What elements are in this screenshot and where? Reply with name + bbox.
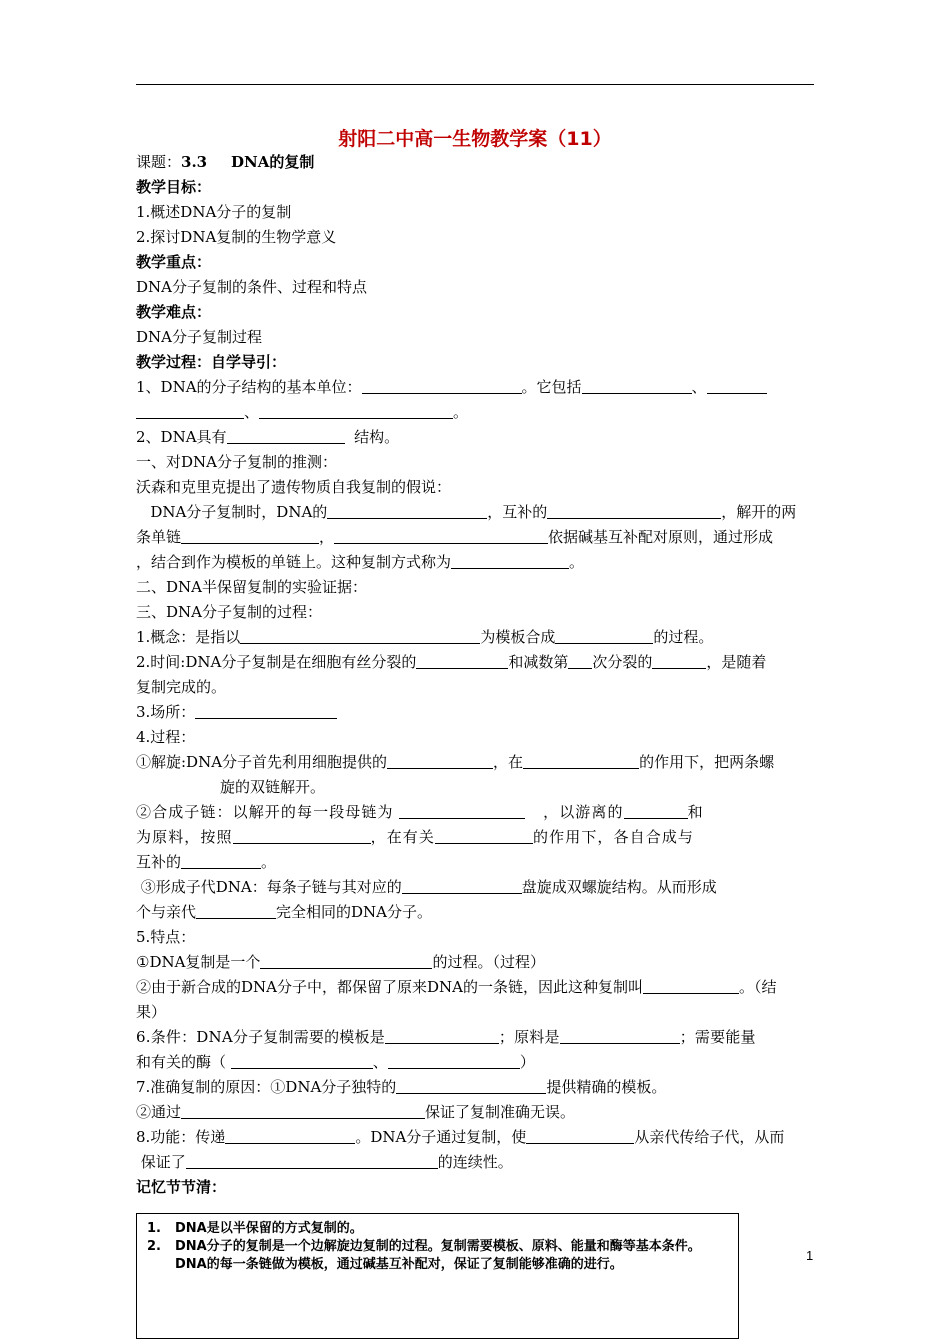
section-1-line-3: ，结合到作为模板的单链上。这种复制方式称为 。	[136, 553, 585, 571]
memory-heading: 记忆节节清：	[136, 1178, 227, 1196]
memory-item-1-number: 1.	[147, 1221, 161, 1236]
question-2: 2、DNA具有 结构。	[136, 428, 400, 446]
conditions-line: 6.条件：DNA分子复制需要的模板是 ；原料是 ；需要能量	[136, 1028, 756, 1046]
blank	[451, 554, 569, 569]
lesson-line	[136, 152, 314, 172]
unwind-line-cont: 旋的双链解开。	[220, 778, 326, 796]
blank	[181, 854, 261, 869]
unwind-line: ①解旋:DNA分子首先利用细胞提供的 ，在 的作用下，把两条螺	[136, 753, 775, 771]
blank	[707, 379, 767, 394]
blank	[643, 979, 739, 994]
function-line-cont: 保证了 的连续性。	[140, 1153, 513, 1171]
time-line-cont: 复制完成的。	[136, 678, 227, 696]
blank	[327, 504, 487, 519]
section-1-intro: 沃森和克里克提出了遗传物质自我复制的假说：	[136, 478, 452, 496]
blank	[186, 1154, 438, 1169]
function-line: 8.功能：传递 。DNA分子通过复制，使 从亲代传给子代，从而	[136, 1128, 785, 1146]
synth-line-1: ②合成子链：以解开的每一段母链为 ，以游离的 和	[136, 803, 704, 821]
feature-2-cont: 果）	[136, 1003, 167, 1021]
page-number: 1	[806, 1248, 814, 1263]
goal-item: 2.探讨DNA复制的生物学意义	[136, 228, 337, 246]
blank	[402, 879, 522, 894]
blank	[334, 529, 548, 544]
features-heading: 5.特点：	[136, 928, 196, 946]
section-2-heading: 二、DNA半保留复制的实验证据：	[136, 578, 367, 596]
blank	[233, 829, 371, 844]
header-rule	[136, 84, 814, 85]
concept-line: 1.概念：是指以 为模板合成 的过程。	[136, 628, 714, 646]
blank	[181, 529, 319, 544]
lesson-name: DNA的复制	[230, 153, 315, 171]
blank	[225, 1129, 355, 1144]
blank	[136, 404, 244, 419]
time-line: 2.时间:DNA分子复制是在细胞有丝分裂的 和减数第 次分裂的 ，是随着	[136, 653, 767, 671]
synth-line-2: 为原料，按照 ，在有关 的作用下，各自合成与	[136, 828, 695, 846]
process-label: 4.过程：	[136, 728, 196, 746]
blank	[526, 1129, 634, 1144]
section-1-heading: 一、对DNA分子复制的推测：	[136, 453, 337, 471]
blank	[435, 829, 533, 844]
process-heading: 教学过程：自学导引：	[136, 353, 287, 371]
blank	[396, 1079, 546, 1094]
feature-1: ①DNA复制是一个 的过程。（过程）	[136, 953, 545, 971]
blank	[259, 404, 453, 419]
form-line-cont: 个与亲代 完全相同的DNA分子。	[136, 903, 433, 921]
difficulties-heading: 教学难点：	[136, 303, 212, 321]
place-line: 3.场所：	[136, 702, 337, 722]
section-1-line-2: 条单链 ， 依据碱基互补配对原则，通过形成	[136, 528, 774, 546]
memory-box	[136, 1213, 739, 1339]
key-points-text: DNA分子复制的条件、过程和特点	[136, 278, 367, 296]
blank	[652, 654, 706, 669]
blank	[227, 429, 345, 444]
question-1: 1、DNA的分子结构的基本单位： 。它包括 、	[136, 377, 767, 397]
blank	[547, 504, 721, 519]
section-3-heading: 三、DNA分子复制的过程：	[136, 603, 322, 621]
memory-item-2-text: DNA分子的复制是一个边解旋边复制的过程。复制需要模板、原料、能量和酶等基本条件。DNA的每一条链做为模板，通过碱基互补配对，保证了复制能够准确的进行。	[175, 1239, 701, 1272]
section-1-line-1: DNA分子复制时，DNA的 ，互补的 ，解开的两	[150, 503, 797, 521]
blank	[260, 954, 432, 969]
lesson-section: 3.3	[181, 153, 208, 171]
blank	[362, 379, 522, 394]
blank	[560, 1029, 680, 1044]
blank	[196, 904, 276, 919]
blank	[195, 704, 337, 719]
conditions-line-cont: 和有关的酶（ 、 ）	[136, 1053, 535, 1071]
blank	[555, 629, 653, 644]
memory-item-1-text: DNA是以半保留的方式复制的。	[175, 1221, 363, 1236]
blank	[624, 804, 688, 819]
blank	[523, 754, 639, 769]
blank	[240, 629, 480, 644]
blank	[387, 754, 493, 769]
blank	[181, 1104, 425, 1119]
accuracy-line-2: ②通过 保证了复制准确无误。	[136, 1103, 576, 1121]
synth-line-3: 互补的 。	[136, 853, 277, 871]
blank	[582, 379, 692, 394]
accuracy-line: 7.准确复制的原因：①DNA分子独特的 提供精确的模板。	[136, 1078, 667, 1096]
blank	[231, 1054, 373, 1069]
form-line: ③形成子代DNA：每条子链与其对应的 盘旋成双螺旋结构。从而形成	[140, 878, 717, 896]
blank	[388, 1054, 520, 1069]
blank	[385, 1029, 499, 1044]
feature-2: ②由于新合成的DNA分子中，都保留了原来DNA的一条链，因此这种复制叫 。（结	[136, 978, 777, 996]
difficulties-text: DNA分子复制过程	[136, 328, 262, 346]
question-1-cont: 、 。	[136, 402, 468, 422]
memory-item-2-number: 2.	[147, 1239, 161, 1254]
blank	[568, 654, 592, 669]
goal-item: 1.概述DNA分子的复制	[136, 203, 292, 221]
blank	[399, 804, 525, 819]
goals-heading: 教学目标：	[136, 178, 212, 196]
page-title: 射阳二中高一生物教学案（11）	[338, 128, 612, 150]
key-points-heading: 教学重点：	[136, 253, 212, 271]
blank	[416, 654, 508, 669]
lesson-label: 课题：	[136, 153, 182, 171]
